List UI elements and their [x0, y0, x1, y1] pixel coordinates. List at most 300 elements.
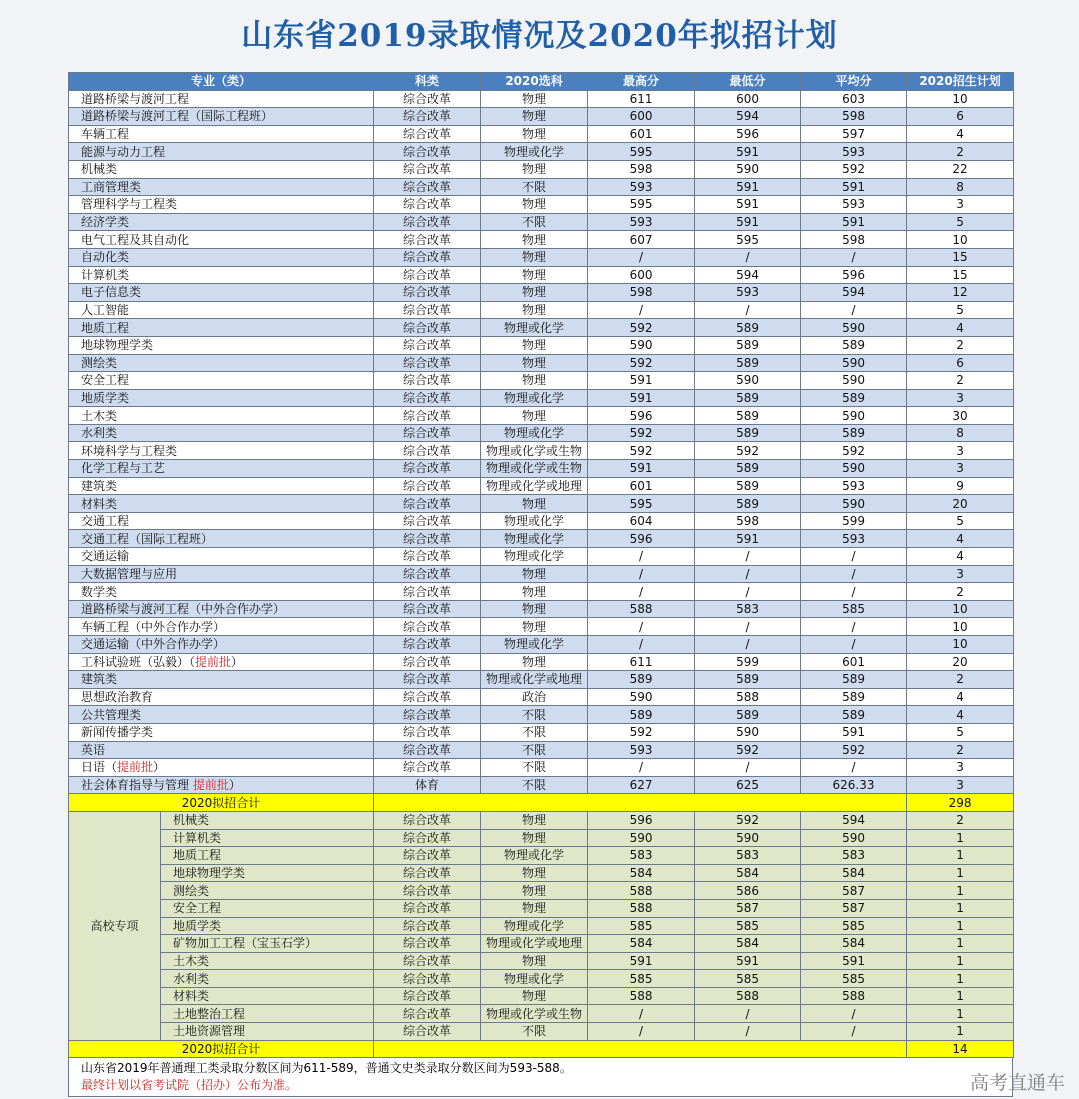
cell-min: / [695, 759, 801, 777]
cell-subject: 物理或化学 [481, 319, 588, 337]
cell-avg: 603 [801, 90, 907, 108]
table-row [69, 565, 1014, 583]
cell-plan: 8 [907, 178, 1014, 196]
table-row [69, 90, 1014, 108]
cell-min: 590 [695, 372, 801, 390]
cell-major: 车辆工程 [69, 125, 374, 143]
cell-subject: 物理 [481, 829, 588, 847]
cell-type: 综合改革 [374, 477, 481, 495]
cell-max: 593 [588, 178, 695, 196]
cell-subject: 不限 [481, 723, 588, 741]
cell-major: 交通运输（中外合作办学） [69, 636, 374, 654]
cell-major: 土木类 [161, 952, 374, 970]
cell-subject: 物理 [481, 266, 588, 284]
cell-avg: 590 [801, 495, 907, 513]
cell-subject: 物理或化学 [481, 636, 588, 654]
cell-max: 590 [588, 336, 695, 354]
cell-min: 590 [695, 723, 801, 741]
cell-avg: / [801, 583, 907, 601]
cell-avg: 590 [801, 372, 907, 390]
cell-avg: / [801, 1023, 907, 1041]
cell-type: 综合改革 [374, 882, 481, 900]
cell-avg: 596 [801, 266, 907, 284]
cell-subject: 物理 [481, 952, 588, 970]
table-row [69, 354, 1014, 372]
cell-plan: 3 [907, 389, 1014, 407]
cell-type: 综合改革 [374, 90, 481, 108]
cell-subject: 不限 [481, 178, 588, 196]
cell-min: 595 [695, 231, 801, 249]
cell-type: 综合改革 [374, 864, 481, 882]
cell-max: 590 [588, 688, 695, 706]
cell-min: 586 [695, 882, 801, 900]
cell-type: 综合改革 [374, 407, 481, 425]
cell-subject: 物理 [481, 565, 588, 583]
cell-major: 数学类 [69, 583, 374, 601]
cell-major: 能源与动力工程 [69, 143, 374, 161]
table-row [69, 319, 1014, 337]
cell-subject: 政治 [481, 688, 588, 706]
cell-avg: 597 [801, 125, 907, 143]
cell-plan: 8 [907, 424, 1014, 442]
cell-type: 综合改革 [374, 847, 481, 865]
cell-plan: 10 [907, 618, 1014, 636]
cell-max: 607 [588, 231, 695, 249]
table-row [69, 284, 1014, 302]
cell-avg: 589 [801, 424, 907, 442]
cell-type: 综合改革 [374, 319, 481, 337]
cell-major: 大数据管理与应用 [69, 565, 374, 583]
cell-major: 管理科学与工程类 [69, 196, 374, 214]
cell-min: 591 [695, 143, 801, 161]
cell-subject: 物理 [481, 90, 588, 108]
cell-plan: 1 [907, 987, 1014, 1005]
cell-plan: 3 [907, 460, 1014, 478]
cell-subject: 物理 [481, 231, 588, 249]
cell-max: / [588, 248, 695, 266]
cell-max: 611 [588, 653, 695, 671]
cell-major: 地球物理学类 [161, 864, 374, 882]
special-total-label: 2020拟招合计 [69, 1040, 374, 1058]
table-row [69, 495, 1014, 513]
cell-major: 材料类 [69, 495, 374, 513]
cell-type: 综合改革 [374, 970, 481, 988]
cell-subject: 物理 [481, 354, 588, 372]
special-row [69, 987, 1014, 1005]
cell-subject: 物理 [481, 160, 588, 178]
cell-avg: 585 [801, 970, 907, 988]
cell-subject: 物理或化学 [481, 847, 588, 865]
cell-avg: 589 [801, 688, 907, 706]
cell-avg: 584 [801, 864, 907, 882]
cell-avg: 589 [801, 336, 907, 354]
note-line-1: 山东省2019年普通理工类录取分数区间为611-589，普通文史类录取分数区间为593-588。 [81, 1061, 572, 1076]
cell-type: 综合改革 [374, 495, 481, 513]
cell-type: 综合改革 [374, 688, 481, 706]
major-name: 日语（ [81, 760, 118, 775]
total-row [69, 794, 1014, 812]
cell-min: 589 [695, 319, 801, 337]
cell-avg: 590 [801, 460, 907, 478]
cell-major: 交通工程（国际工程班） [69, 530, 374, 548]
cell-min: 590 [695, 829, 801, 847]
cell-plan: 9 [907, 477, 1014, 495]
total-blank [374, 1040, 907, 1058]
cell-avg: 590 [801, 354, 907, 372]
cell-major [69, 653, 374, 671]
cell-max: / [588, 548, 695, 566]
cell-avg: 591 [801, 952, 907, 970]
cell-major [69, 776, 374, 794]
special-row [69, 935, 1014, 953]
special-row [69, 899, 1014, 917]
cell-max: 600 [588, 108, 695, 126]
cell-max: 611 [588, 90, 695, 108]
table-row [69, 759, 1014, 777]
cell-type: 综合改革 [374, 952, 481, 970]
cell-min: 599 [695, 653, 801, 671]
cell-avg: 593 [801, 530, 907, 548]
cell-max: / [588, 301, 695, 319]
cell-plan: 1 [907, 935, 1014, 953]
cell-subject: 物理 [481, 600, 588, 618]
cell-avg: 626.33 [801, 776, 907, 794]
cell-plan: 1 [907, 899, 1014, 917]
cell-subject: 物理 [481, 864, 588, 882]
table-row [69, 407, 1014, 425]
batch-tag: 提前批 [117, 760, 154, 775]
cell-max: 595 [588, 143, 695, 161]
cell-major: 安全工程 [161, 899, 374, 917]
cell-avg: 594 [801, 284, 907, 302]
cell-major: 土地资源管理 [161, 1023, 374, 1041]
cell-min: 589 [695, 336, 801, 354]
cell-subject: 物理或化学 [481, 512, 588, 530]
cell-major: 机械类 [161, 811, 374, 829]
cell-plan: 4 [907, 548, 1014, 566]
cell-type: 综合改革 [374, 231, 481, 249]
cell-plan: 1 [907, 847, 1014, 865]
cell-max: 584 [588, 935, 695, 953]
cell-type: 综合改革 [374, 213, 481, 231]
table-row [69, 618, 1014, 636]
cell-type: 综合改革 [374, 987, 481, 1005]
cell-max: 591 [588, 952, 695, 970]
cell-avg: 583 [801, 847, 907, 865]
header-avg: 平均分 [801, 73, 907, 91]
cell-min: 585 [695, 917, 801, 935]
header-max: 最高分 [588, 73, 695, 91]
cell-min: 625 [695, 776, 801, 794]
cell-min: / [695, 1023, 801, 1041]
table-row [69, 671, 1014, 689]
cell-min: 592 [695, 741, 801, 759]
header-type: 科类 [374, 73, 481, 91]
cell-plan: 4 [907, 125, 1014, 143]
cell-subject: 物理 [481, 495, 588, 513]
cell-subject: 不限 [481, 759, 588, 777]
cell-major: 土地整治工程 [161, 1005, 374, 1023]
cell-max: 591 [588, 372, 695, 390]
cell-min: / [695, 565, 801, 583]
cell-subject: 物理或化学 [481, 143, 588, 161]
cell-max: 604 [588, 512, 695, 530]
cell-subject: 物理 [481, 618, 588, 636]
cell-min: 584 [695, 935, 801, 953]
cell-avg: / [801, 759, 907, 777]
cell-max: 590 [588, 829, 695, 847]
cell-type: 综合改革 [374, 600, 481, 618]
special-row [69, 864, 1014, 882]
cell-plan: 22 [907, 160, 1014, 178]
cell-major: 建筑类 [69, 671, 374, 689]
cell-major: 计算机类 [161, 829, 374, 847]
cell-max: 584 [588, 864, 695, 882]
cell-major: 水利类 [161, 970, 374, 988]
cell-min: 589 [695, 407, 801, 425]
cell-subject: 物理 [481, 284, 588, 302]
cell-max: / [588, 565, 695, 583]
special-row [69, 882, 1014, 900]
cell-major: 机械类 [69, 160, 374, 178]
cell-major: 矿物加工工程（宝玉石学） [161, 935, 374, 953]
cell-plan: 5 [907, 512, 1014, 530]
cell-min: 600 [695, 90, 801, 108]
cell-min: 589 [695, 354, 801, 372]
table-row [69, 372, 1014, 390]
cell-plan: 5 [907, 301, 1014, 319]
cell-plan: 1 [907, 952, 1014, 970]
cell-plan: 6 [907, 354, 1014, 372]
cell-max: 596 [588, 407, 695, 425]
batch-tag: 提前批 [195, 654, 232, 669]
cell-max: 601 [588, 477, 695, 495]
cell-plan: 20 [907, 653, 1014, 671]
cell-min: 583 [695, 847, 801, 865]
cell-plan: 1 [907, 970, 1014, 988]
total-blank [374, 794, 907, 812]
cell-type: 综合改革 [374, 301, 481, 319]
cell-type: 综合改革 [374, 759, 481, 777]
cell-type: 综合改革 [374, 354, 481, 372]
cell-min: / [695, 1005, 801, 1023]
special-total-row [69, 1040, 1014, 1058]
cell-max: 627 [588, 776, 695, 794]
cell-major: 测绘类 [69, 354, 374, 372]
cell-type: 综合改革 [374, 178, 481, 196]
cell-max: 591 [588, 460, 695, 478]
cell-major: 道路桥梁与渡河工程（国际工程班） [69, 108, 374, 126]
major-suffix: ） [228, 778, 241, 793]
special-row [69, 952, 1014, 970]
cell-type: 综合改革 [374, 618, 481, 636]
cell-min: / [695, 301, 801, 319]
cell-avg: 588 [801, 987, 907, 1005]
cell-major: 地质学类 [161, 917, 374, 935]
cell-type: 综合改革 [374, 583, 481, 601]
watermark: 高考直通车 [969, 1072, 1065, 1094]
total-label: 2020拟招合计 [69, 794, 374, 812]
cell-major: 地质学类 [69, 389, 374, 407]
cell-type: 综合改革 [374, 424, 481, 442]
cell-avg: 591 [801, 178, 907, 196]
cell-type: 综合改革 [374, 372, 481, 390]
cell-major: 测绘类 [161, 882, 374, 900]
cell-max: 588 [588, 882, 695, 900]
cell-type: 综合改革 [374, 196, 481, 214]
cell-avg: 585 [801, 917, 907, 935]
cell-min: 591 [695, 952, 801, 970]
cell-subject: 物理或化学或地理 [481, 671, 588, 689]
cell-type: 综合改革 [374, 530, 481, 548]
page-title: 山东省2019录取情况及2020年拟招计划 [241, 18, 838, 54]
cell-subject: 物理 [481, 882, 588, 900]
cell-avg: 599 [801, 512, 907, 530]
cell-subject: 物理 [481, 407, 588, 425]
cell-subject: 物理或化学或生物 [481, 460, 588, 478]
cell-subject: 物理 [481, 125, 588, 143]
cell-type: 体育 [374, 776, 481, 794]
cell-max: 583 [588, 847, 695, 865]
cell-plan: 3 [907, 759, 1014, 777]
cell-major: 思想政治教育 [69, 688, 374, 706]
cell-plan: 10 [907, 231, 1014, 249]
cell-type: 综合改革 [374, 266, 481, 284]
cell-avg: 593 [801, 477, 907, 495]
cell-avg: / [801, 548, 907, 566]
cell-plan: 4 [907, 319, 1014, 337]
cell-plan: 4 [907, 530, 1014, 548]
cell-avg: / [801, 1005, 907, 1023]
cell-max: 601 [588, 125, 695, 143]
major-suffix: ） [231, 654, 244, 669]
cell-avg: 591 [801, 213, 907, 231]
cell-type: 综合改革 [374, 1005, 481, 1023]
cell-plan: 2 [907, 143, 1014, 161]
cell-max: 596 [588, 530, 695, 548]
table-row [69, 512, 1014, 530]
cell-min: 589 [695, 477, 801, 495]
cell-major: 道路桥梁与渡河工程 [69, 90, 374, 108]
cell-min: 590 [695, 160, 801, 178]
cell-plan: 2 [907, 336, 1014, 354]
cell-subject: 不限 [481, 706, 588, 724]
special-row [69, 811, 1014, 829]
cell-plan: 2 [907, 811, 1014, 829]
cell-avg: 590 [801, 407, 907, 425]
major-suffix: ） [153, 760, 166, 775]
cell-min: 591 [695, 530, 801, 548]
cell-major: 材料类 [161, 987, 374, 1005]
cell-min: / [695, 548, 801, 566]
cell-subject: 物理或化学 [481, 548, 588, 566]
cell-min: 589 [695, 424, 801, 442]
cell-min: 591 [695, 213, 801, 231]
header-min: 最低分 [695, 73, 801, 91]
cell-plan: 4 [907, 688, 1014, 706]
table-row [69, 125, 1014, 143]
cell-max: 591 [588, 389, 695, 407]
cell-max: / [588, 618, 695, 636]
cell-avg: 589 [801, 706, 907, 724]
table-row [69, 460, 1014, 478]
cell-subject: 物理 [481, 987, 588, 1005]
footnote [68, 1058, 1013, 1097]
cell-type: 综合改革 [374, 1023, 481, 1041]
special-row [69, 847, 1014, 865]
cell-plan: 1 [907, 829, 1014, 847]
cell-subject: 不限 [481, 1023, 588, 1041]
cell-major: 安全工程 [69, 372, 374, 390]
cell-avg: 587 [801, 882, 907, 900]
cell-avg: 593 [801, 196, 907, 214]
cell-avg: 591 [801, 723, 907, 741]
cell-type: 综合改革 [374, 336, 481, 354]
cell-avg: 593 [801, 143, 907, 161]
cell-min: 589 [695, 671, 801, 689]
cell-max: 598 [588, 284, 695, 302]
cell-max: 589 [588, 706, 695, 724]
cell-major: 公共管理类 [69, 706, 374, 724]
cell-avg: 590 [801, 829, 907, 847]
cell-min: 592 [695, 442, 801, 460]
header-subject: 2020选科 [481, 73, 588, 91]
cell-max: 596 [588, 811, 695, 829]
cell-type: 综合改革 [374, 143, 481, 161]
cell-max: 595 [588, 495, 695, 513]
cell-major: 经济学类 [69, 213, 374, 231]
header-major: 专业（类） [69, 73, 374, 91]
table-row [69, 741, 1014, 759]
cell-avg: 590 [801, 319, 907, 337]
cell-plan: 1 [907, 917, 1014, 935]
cell-subject: 物理或化学 [481, 970, 588, 988]
special-row [69, 1023, 1014, 1041]
cell-major: 车辆工程（中外合作办学） [69, 618, 374, 636]
cell-subject: 不限 [481, 776, 588, 794]
cell-avg: 592 [801, 442, 907, 460]
cell-major: 电气工程及其自动化 [69, 231, 374, 249]
cell-max: / [588, 583, 695, 601]
cell-major: 电子信息类 [69, 284, 374, 302]
table-row [69, 600, 1014, 618]
total-value: 298 [907, 794, 1014, 812]
cell-plan: 5 [907, 213, 1014, 231]
cell-max: 593 [588, 213, 695, 231]
cell-subject: 物理 [481, 653, 588, 671]
major-name: 社会体育指导与管理 [81, 778, 193, 793]
cell-type: 综合改革 [374, 636, 481, 654]
cell-max: / [588, 759, 695, 777]
cell-type: 综合改革 [374, 723, 481, 741]
special-row [69, 1005, 1014, 1023]
table-row [69, 442, 1014, 460]
cell-plan: 10 [907, 90, 1014, 108]
cell-plan: 1 [907, 882, 1014, 900]
special-row [69, 829, 1014, 847]
cell-major: 道路桥梁与渡河工程（中外合作办学） [69, 600, 374, 618]
cell-min: 598 [695, 512, 801, 530]
table-header [69, 73, 1014, 91]
cell-type: 综合改革 [374, 389, 481, 407]
table-row [69, 688, 1014, 706]
cell-plan: 15 [907, 266, 1014, 284]
cell-major: 化学工程与工艺 [69, 460, 374, 478]
cell-min: 594 [695, 108, 801, 126]
table-row [69, 583, 1014, 601]
cell-major: 地球物理学类 [69, 336, 374, 354]
cell-plan: 10 [907, 600, 1014, 618]
